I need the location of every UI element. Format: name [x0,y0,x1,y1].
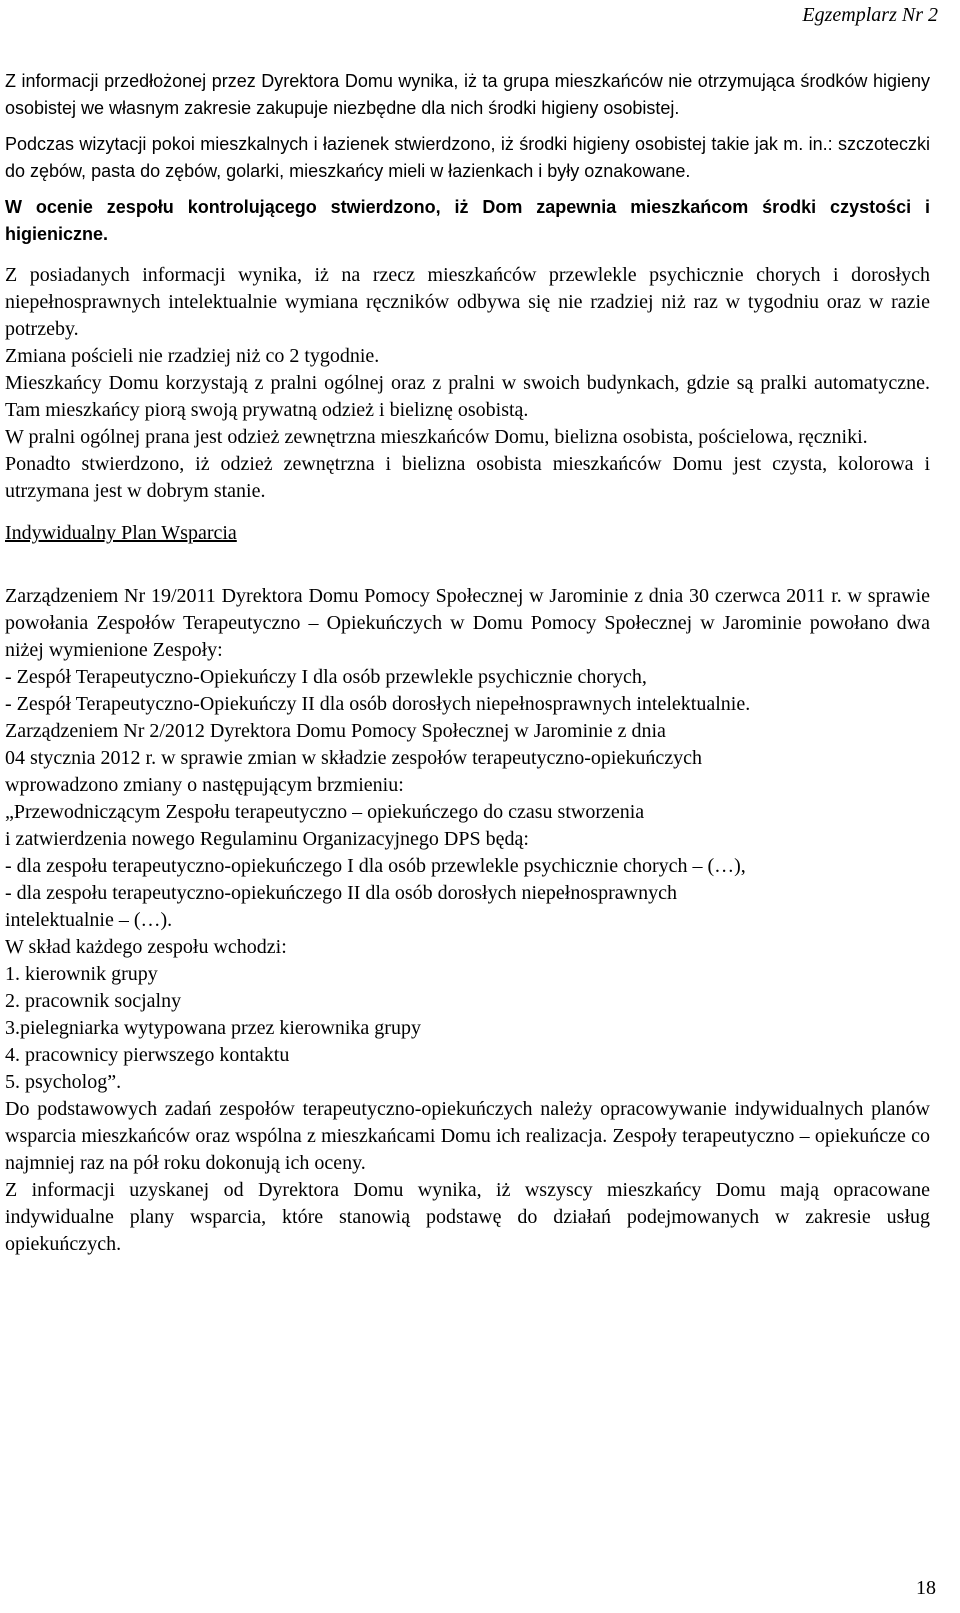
team-composition-intro: W skład każdego zespołu wchodzi: [5,936,287,958]
paragraph-hygiene-purchase: Z informacji przedłożonej przez Dyrektora Domu wynika, iż ta grupa mieszkańców nie otrzymująca środków higieny osobistej we własnym zakresie zakupuje niezbędne dla nich środki higieny osobistej. [5,71,930,118]
document-body [5,68,930,1258]
paragraph-clothing-state: Ponadto stwierdzono, iż odzież zewnętrzna i bielizna osobista mieszkańców Domu jest czysta, kolorowa i utrzymana jest w dobrym stanie. [5,453,930,502]
section-heading: Indywidualny Plan Wsparcia [5,522,237,544]
paragraph-team-tasks: Do podstawowych zadań zespołów terapeutyczno-opiekuńczych należy opracowywanie indywidualnych planów wsparcia mieszkańców oraz wspólna z mieszkańcami Domu ich realizacja. Zespoły terapeutyczno – opiekuńcze co najmniej raz na pół roku dokonują ich oceny. [5,1098,930,1174]
paragraph-laundry: Mieszkańcy Domu korzystają z pralni ogólnej oraz z pralni w swoich budynkach, gdzie są pralki automatyczne. Tam mieszkańcy piorą swoją prywatną odzież i bieliznę osobistą. [5,372,930,421]
paragraph-inspection-conclusion: W ocenie zespołu kontrolującego stwierdzono, iż Dom zapewnia mieszkańcom środki czystości i higieniczne. [5,197,930,244]
paragraph-inspection-rooms: Podczas wizytacji pokoi mieszkalnych i łazienek stwierdzono, iż środki higieny osobistej takie jak m. in.: szczoteczki do zębów, pasta do zębów, golarki, mieszkańcy mieli w łazienkach i były oznakowane. [5,134,930,181]
ordinance-2012-line-2: 04 stycznia 2012 r. w sprawie zmian w składzie zespołów terapeutyczno-opiekuńczych [5,747,702,769]
quote-line-1: „Przewodniczącym Zespołu terapeutyczno – opiekuńczego do czasu stworzenia [5,801,645,823]
list-item: 2. pracownik socjalny [5,990,182,1012]
copy-number-label: Egzemplarz Nr 2 [802,4,938,26]
list-item: 1. kierownik grupy [5,963,158,985]
page-number: 18 [916,1577,936,1599]
team-item-1: - Zespół Terapeutyczno-Opiekuńczy I dla osób przewlekle psychicznie chorych, [5,666,647,688]
paragraph-ordinance-2011: Zarządzeniem Nr 19/2011 Dyrektora Domu Pomocy Społecznej w Jarominie z dnia 30 czerwca 2011 r. w sprawie powołania Zespołów Terapeutyczno – Opiekuńczych w Domu Pomocy Społecznej w Jarominie powołano dwa niżej wymienione Zespoły: [5,585,930,661]
quote-line-2: i zatwierdzenia nowego Regulaminu Organizacyjnego DPS będą: [5,828,529,850]
ordinance-2012-line-1: Zarządzeniem Nr 2/2012 Dyrektora Domu Pomocy Społecznej w Jarominie z dnia [5,720,666,742]
quote-line-3: - dla zespołu terapeutyczno-opiekuńczego I dla osób przewlekle psychicznie chorych – (…), [5,855,746,877]
paragraph-towels: Z posiadanych informacji wynika, iż na rzecz mieszkańców przewlekle psychicznie chorych i dorosłych niepełnosprawnych intelektualnie wymiana ręczników odbywa się nie rzadziej niż raz w tygodniu oraz w razie potrzeby. [5,264,930,340]
quote-line-4: - dla zespołu terapeutyczno-opiekuńczego II dla osób dorosłych niepełnosprawnych [5,882,677,904]
ordinance-2012-line-3: wprowadzono zmiany o następującym brzmieniu: [5,774,404,796]
list-item: 4. pracownicy pierwszego kontaktu [5,1044,290,1066]
paragraph-general-laundry: W pralni ogólnej prana jest odzież zewnętrzna mieszkańców Domu, bielizna osobista, pościelowa, ręczniki. [5,426,868,448]
quote-line-5: intelektualnie – (…). [5,909,173,931]
paragraph-support-plans: Z informacji uzyskanej od Dyrektora Domu wynika, iż wszyscy mieszkańcy Domu mają opracowane indywidualne plany wsparcia, które stanowią podstawę do działań podejmowanych w zakresie usług opiekuńczych. [5,1179,930,1255]
team-item-2: - Zespół Terapeutyczno-Opiekuńczy II dla osób dorosłych niepełnosprawnych intelektualnie. [5,693,751,715]
list-item: 5. psycholog”. [5,1071,122,1093]
paragraph-bedding: Zmiana pościeli nie rzadziej niż co 2 tygodnie. [5,345,380,367]
list-item: 3.pielegniarka wytypowana przez kierownika grupy [5,1017,421,1039]
